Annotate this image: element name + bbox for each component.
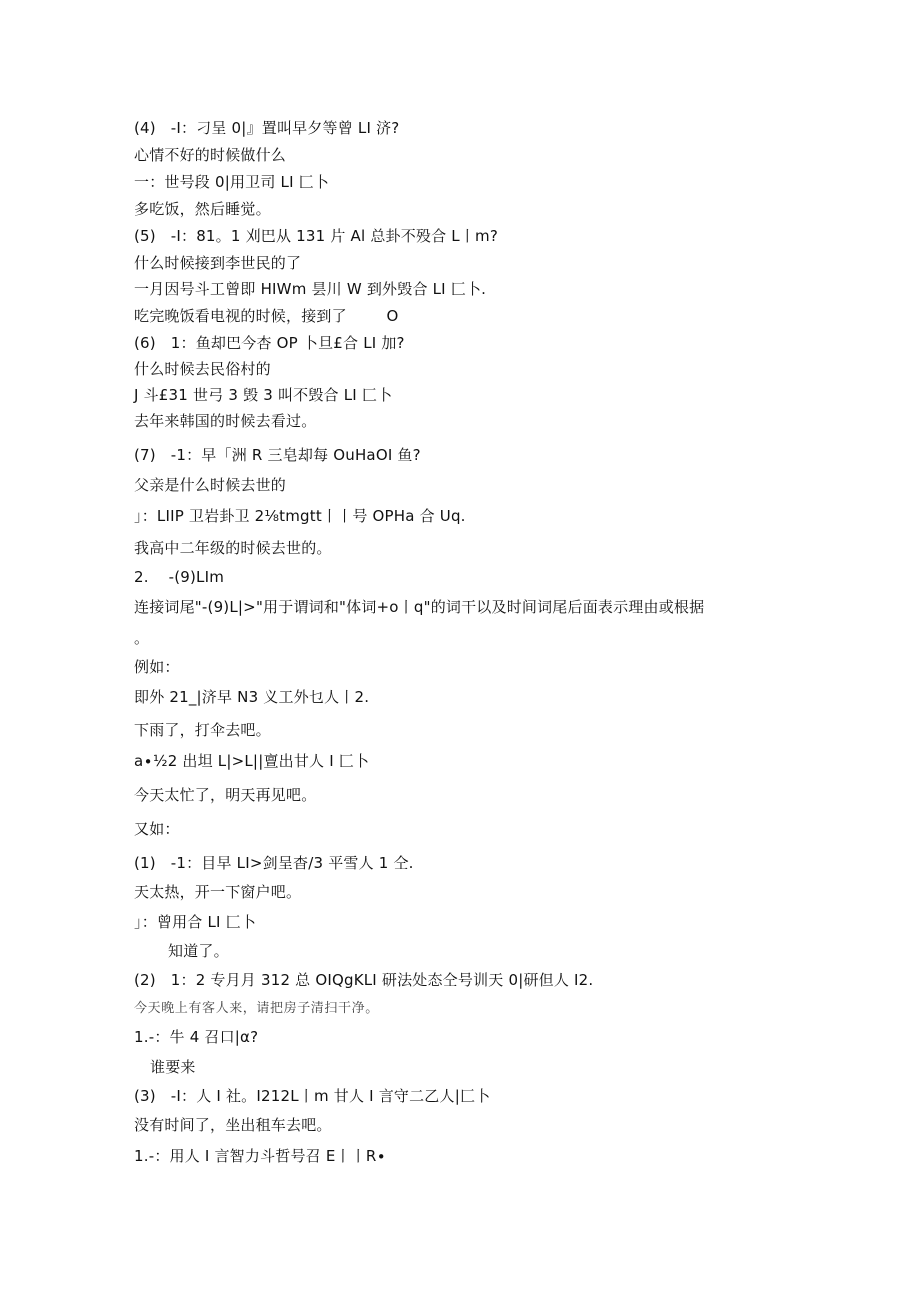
text-line: 一：世号段 0|用卫司 LI 匚卜: [134, 173, 330, 191]
text-line: 心情不好的时候做什么: [134, 146, 287, 164]
text-line: 今天太忙了，明天再见吧。: [134, 786, 317, 804]
text-line: 」：曾用合 LI 匚卜: [134, 913, 257, 931]
text-line: 」：LIIP 卫岩卦卫 2⅛tmgtt丨丨号 OPHa 合 Uq.: [134, 507, 466, 525]
text-line: 没有时间了，坐出租车去吧。: [134, 1116, 332, 1134]
text-line: 例如：: [134, 658, 180, 676]
text-line: (4) -I：刁呈 0|』置叫早夕等曾 LI 济?: [134, 119, 400, 137]
text-line: 连接词尾"-(9)L|>"用于谓词和"体词+o丨q"的词干以及时间词尾后面表示理由或根据: [134, 598, 705, 616]
text-line: 一月因号斗工曾即 HIWm 昙川 W 到外毁合 LI 匚卜.: [134, 280, 487, 298]
text-line: 去年来韩国的时候去看过。: [134, 412, 317, 430]
text-line: 父亲是什么时候去世的: [134, 476, 287, 494]
text-line: (5) -I：81。1 刈巴从 131 片 Al 总卦不殁合 L丨m?: [134, 227, 499, 245]
text-line: 1.-：牛 4 召口|α?: [134, 1028, 259, 1046]
text-line: 。: [134, 629, 150, 647]
text-line: 又如：: [134, 820, 180, 838]
text-line: a∙½2 出坦 L|>L||亶出甘人 I 匚卜: [134, 752, 370, 770]
text-line: 即外 21_|济早 N3 义工外乜人丨2.: [134, 688, 370, 706]
text-line: (2) 1：2 专月月 312 总 OIQgKLI 研法处态仝号训天 0|研但人 I2.: [134, 971, 594, 989]
text-line: 1.-：用人 I 言智力斗哲号召 E丨丨R∙: [134, 1147, 387, 1165]
text-line: 我高中二年级的时候去世的。: [134, 539, 332, 557]
text-line: (1) -1：目早 LI>剑呈杳/3 平雪人 1 仝.: [134, 854, 414, 872]
text-line: 2. -(9)LIm: [134, 568, 225, 586]
text-line: 知道了。: [168, 942, 229, 960]
text-line: 什么时候去民俗村的: [134, 360, 271, 378]
text-line: 天太热，开一下窗户吧。: [134, 883, 302, 901]
text-line: 今天晚上有客人来，请把房子清扫干净。: [134, 1001, 379, 1016]
text-line: 什么时候接到李世民的了: [134, 254, 302, 272]
text-line: (6) 1：鱼却巴今杏 OP 卜旦£合 LI 加?: [134, 334, 405, 352]
text-line: 下雨了，打伞去吧。: [134, 721, 271, 739]
text-line: J 斗£31 世弓 3 毁 3 叫不毁合 LI 匚卜: [134, 386, 393, 404]
text-line: 谁要来: [150, 1058, 196, 1076]
text-line: 吃完晚饭看电视的时候，接到了 O: [134, 307, 399, 325]
text-line: 多吃饭，然后睡觉。: [134, 200, 271, 218]
text-line: (3) -I：人 I 社。I212L丨m 甘人 I 言守二乙人|匚卜: [134, 1087, 491, 1105]
text-line: (7) -1：早「洲 R 三皂却每 OuHaOI 鱼?: [134, 446, 421, 464]
